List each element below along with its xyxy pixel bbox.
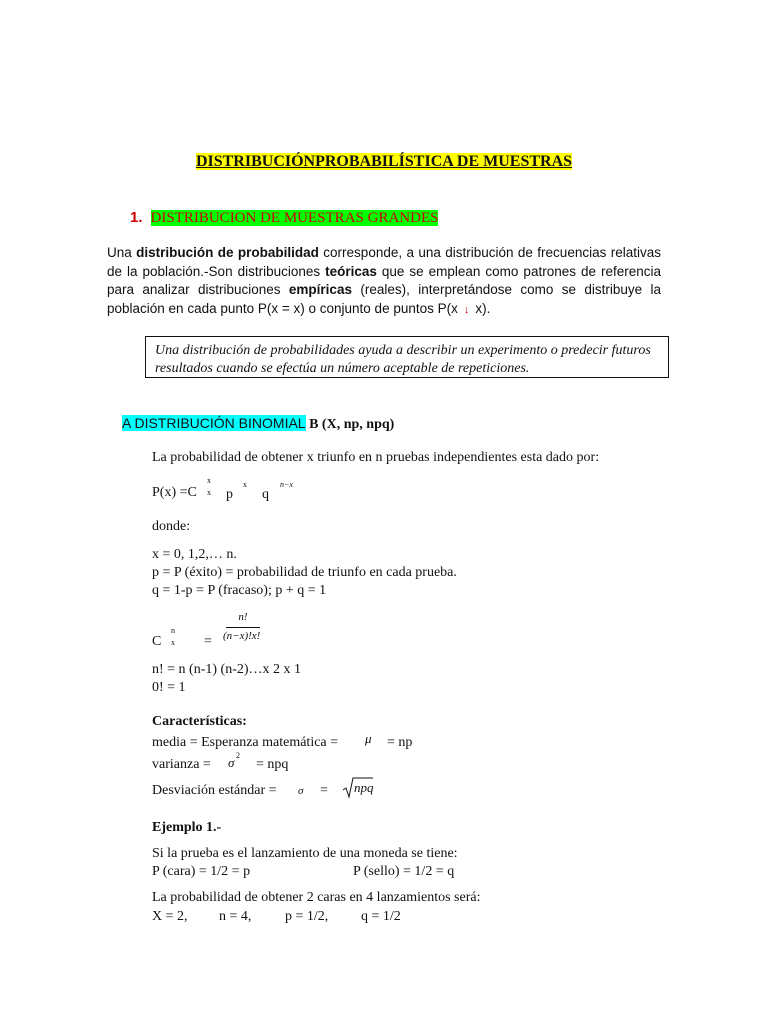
intro-line-3 [107,281,661,300]
media-label: media = Esperanza matemática = [152,735,339,750]
formula-sub-x: x [207,488,211,497]
def-line-2: p = P (éxito) = probabilidad de triunfo en cada prueba. [152,565,457,580]
fraction-bar [226,627,260,628]
bold-term: teóricas [325,263,377,279]
section-number: 1. [130,209,143,226]
comb-numerator: n! [238,611,248,623]
binomial-heading [122,415,394,433]
factorial-zero: 0! = 1 [152,680,186,695]
text-run: Una [107,245,137,260]
example-q: q = 1/2 [361,909,401,924]
title-text: DISTRIBUCIÓNPROBABILÍSTICA DE MUESTRAS [195,153,573,170]
sigma-small-symbol: σ [298,785,304,797]
text-run: que se emplean como patrones de referencia [376,263,661,279]
bold-term: empíricas [288,282,352,297]
def-line-3: q = 1-p = P (fracaso); p + q = 1 [152,583,327,598]
example-cara: P (cara) = 1/2 = p [152,864,251,879]
intro-paragraph [107,244,661,319]
example-p: p = 1/2, [285,909,329,924]
sqrt-radical [342,776,374,800]
arrow-down-icon: ↓ [463,303,470,316]
example-sello: P (sello) = 1/2 = q [353,864,455,879]
text-run: de la población.-Son distribuciones [107,263,326,279]
formula-lhs: P(x) =C [152,485,197,500]
text-run: x). [475,300,491,316]
bold-term: distribución de probabilidad [136,245,319,260]
intro-line-2 [107,263,661,282]
sqrt-radicand: npq [354,780,374,795]
mu-symbol: μ [365,731,372,746]
section-heading [130,209,438,227]
formula-sup-n: x [207,476,211,485]
binomial-label: A DISTRIBUCIÓN BINOMIAL [122,415,306,431]
comb-sub-x: x [171,638,175,647]
callout-box [145,336,669,378]
def-line-1: x = 0, 1,2,… n. [152,547,237,562]
text-run: para analizar distribuciones [107,282,289,297]
sigma-symbol: σ [228,755,235,770]
intro-line-1 [107,244,661,263]
text-run: (reales), interpretándose como se distribuye la [351,282,661,297]
comb-equals: = [204,634,212,649]
example-n: n = 4, [219,909,252,924]
example-line-3: La probabilidad de obtener 2 caras en 4 lanzamientos será: [152,890,481,905]
text-run: corresponde, a una distribución de frecuencias relativas [318,245,661,260]
donde-label: donde: [152,519,191,534]
example-x: X = 2, [152,909,188,924]
intro-line-4 [107,300,661,320]
text-run: población en cada punto P(x = x) o conjunto de puntos P(x [107,300,458,316]
stddev-equals: = [320,783,328,798]
formula-q: q [262,487,269,502]
comb-sup-n: n [171,626,175,635]
comb-c: C [152,634,162,649]
callout-text: Una distribución de probabilidades ayuda a describir un experimento o predecir futuros resultados cuando se efectúa un número aceptable de repeticiones. [155,343,651,376]
example-heading: Ejemplo 1.- [152,820,222,835]
variance-exponent: 2 [236,751,240,760]
media-value: = np [387,735,413,750]
document-title [0,153,768,171]
factorial-def: n! = n (n-1) (n-2)…x 2 x 1 [152,662,302,677]
variance-label: varianza = [152,757,211,772]
formula-sup-x: x [243,480,247,489]
section-title: DISTRIBUCION DE MUESTRAS GRANDES [150,210,439,226]
variance-value: = npq [256,757,289,772]
binomial-formula: B (X, np, npq) [309,417,395,432]
comb-denominator: (n−x)!x! [223,630,261,642]
formula-sup-nx: n−x [280,480,293,489]
example-line-1: Si la prueba es el lanzamiento de una moneda se tiene: [152,846,458,861]
stddev-label: Desviación estándar = [152,783,277,798]
formula-p: p [226,487,233,502]
probability-intro: La probabilidad de obtener x triunfo en n pruebas independientes esta dado por: [152,450,600,465]
characteristics-heading: Características: [152,714,247,729]
